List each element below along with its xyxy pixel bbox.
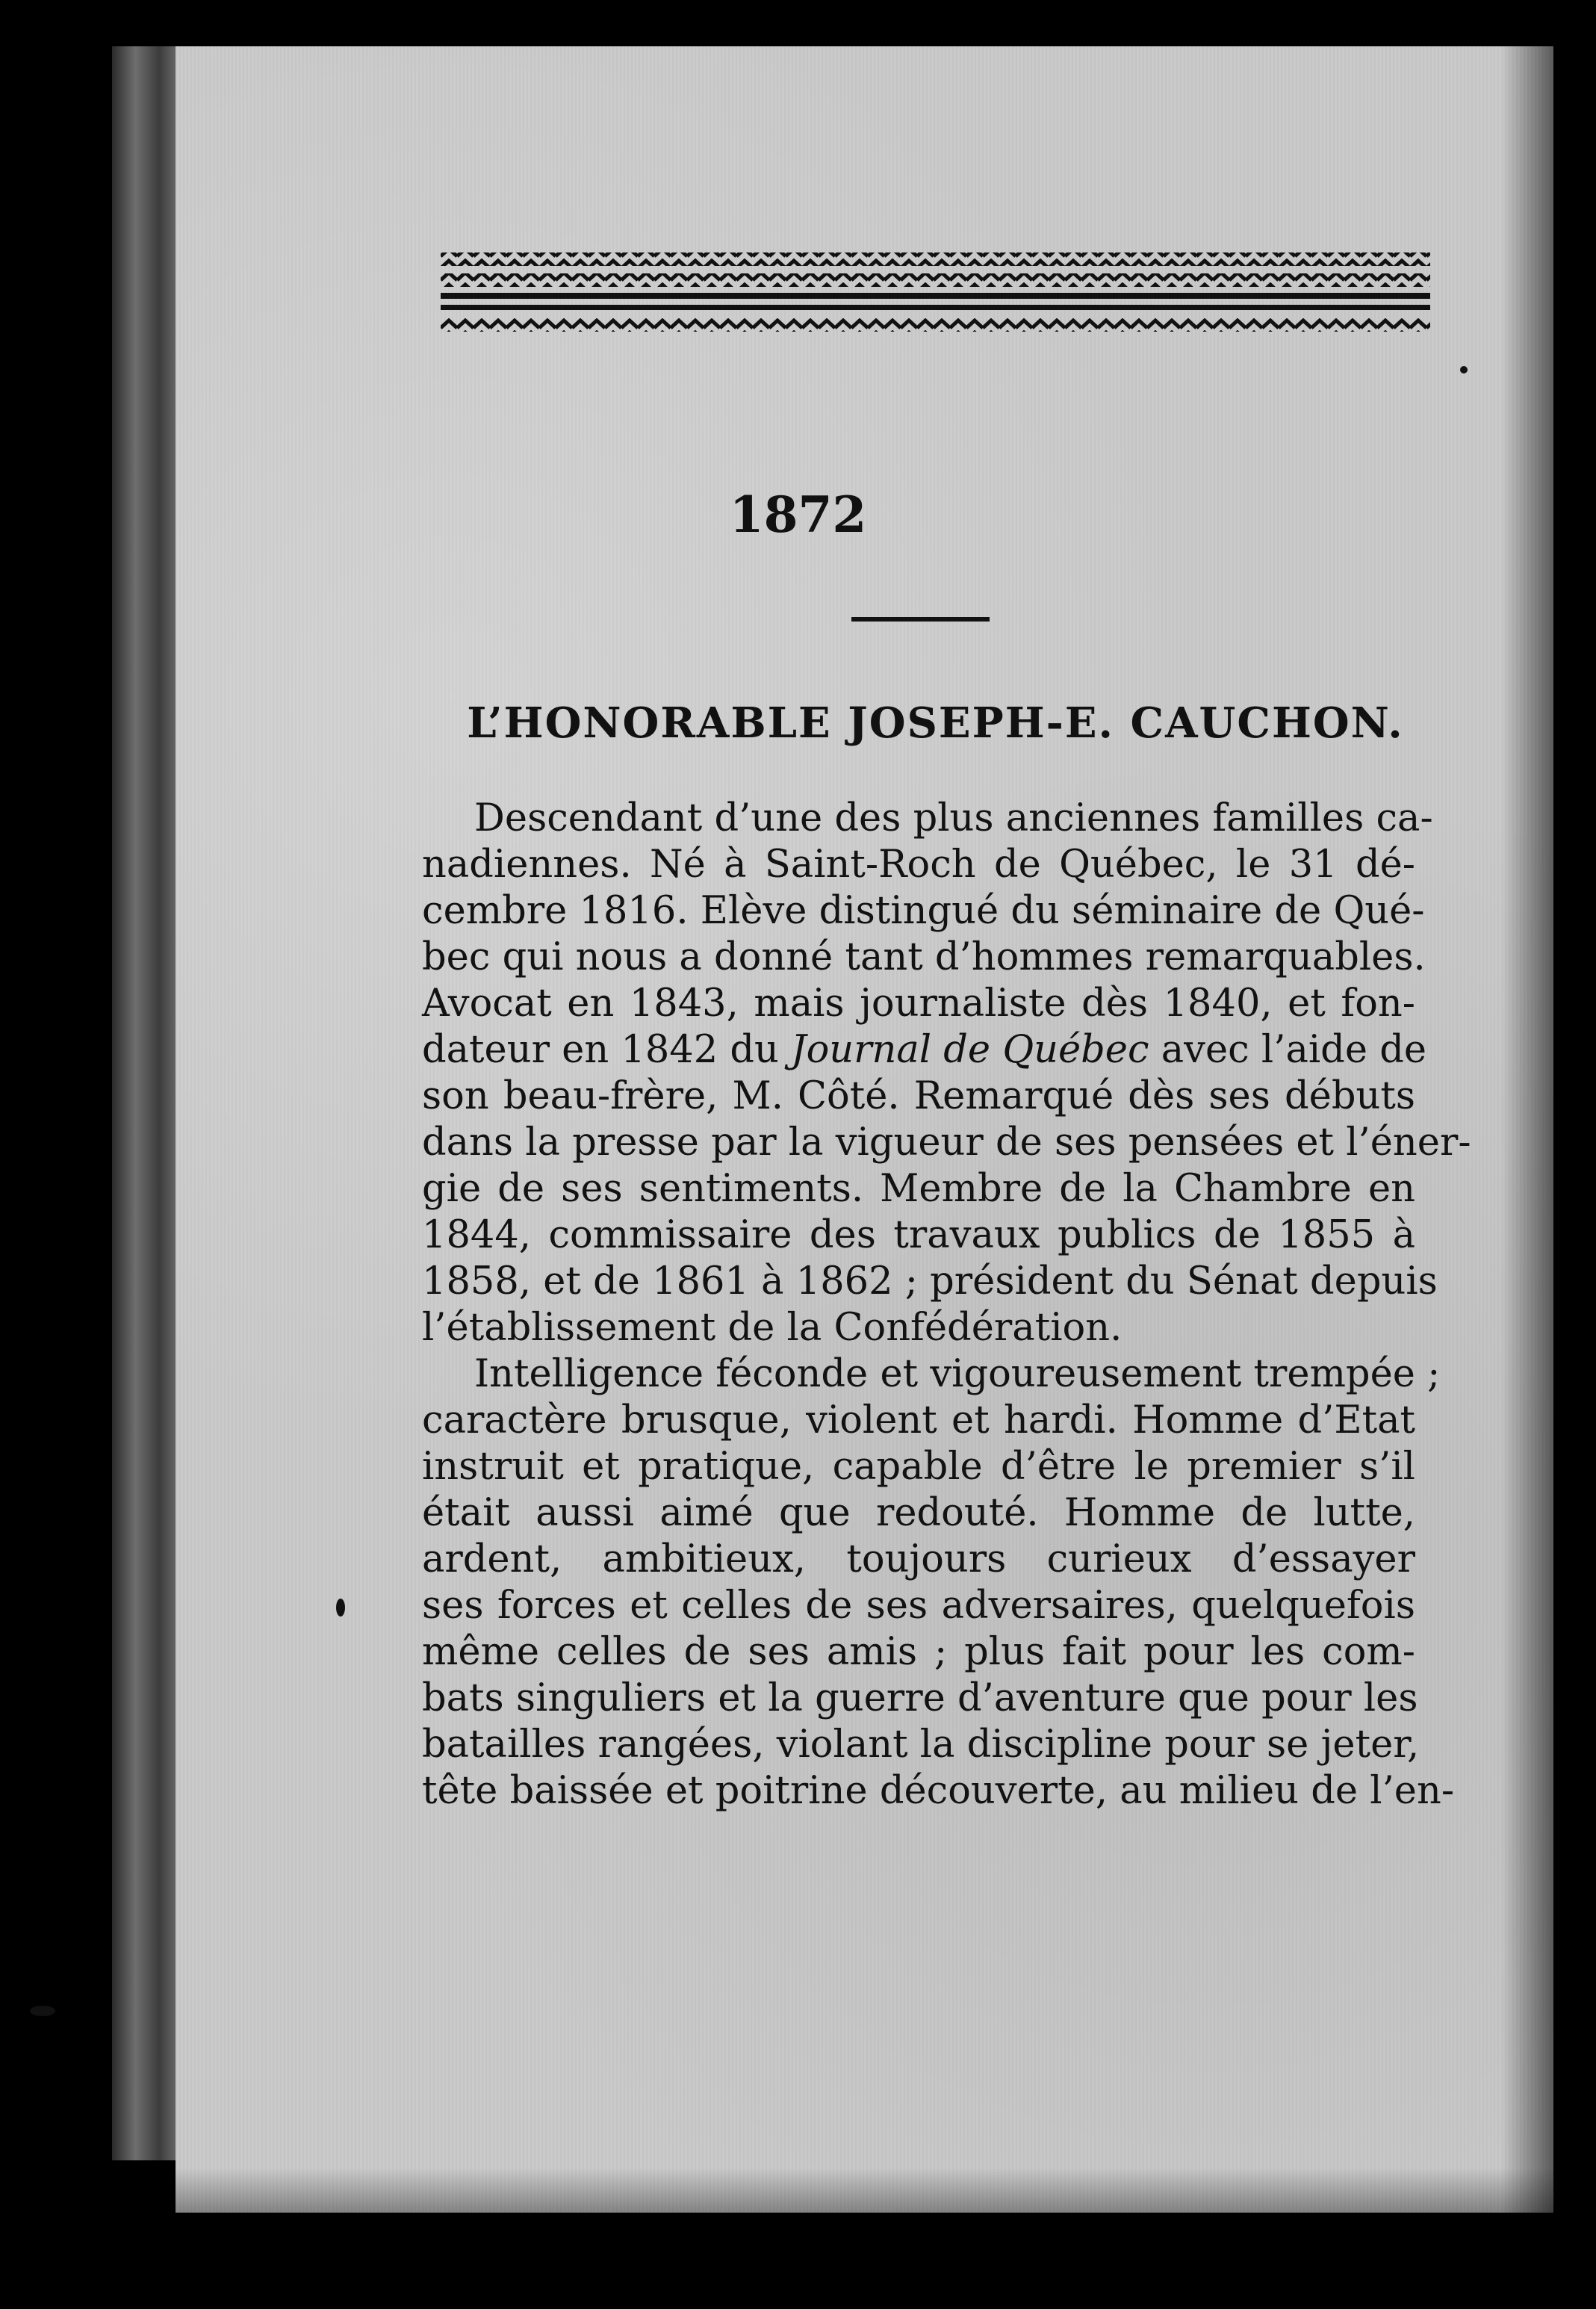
text-run: bec qui nous a donné tant d’hommes remarquables.	[422, 935, 1426, 979]
italic-text: Journal de Québec	[791, 1028, 1149, 1072]
text-run: ardent, ambitieux, toujours curieux d’essayer	[422, 1537, 1415, 1581]
text-line	[422, 1073, 1415, 1120]
ornament-bar-1	[441, 293, 1430, 299]
text-run: 1858, et de 1861 à 1862 ; président du Sénat depuis	[422, 1259, 1438, 1304]
decorative-border-ornament	[441, 247, 1430, 351]
ink-speck	[1460, 366, 1468, 374]
text-line	[422, 888, 1425, 935]
text-line	[422, 1537, 1415, 1583]
text-line	[422, 1305, 1415, 1351]
text-line	[422, 1027, 1427, 1073]
text-line	[422, 1351, 1441, 1398]
text-run: Descendant d’une des plus anciennes familles ca-	[474, 796, 1433, 840]
paragraph	[422, 796, 1471, 1351]
text-run: instruit et pratique, capable d’être le premier s’il	[422, 1445, 1415, 1489]
text-run: l’établissement de la Confédération.	[422, 1306, 1123, 1350]
text-run: gie de ses sentiments. Membre de la Chambre en	[422, 1167, 1415, 1211]
page-title: L’HONORABLE JOSEPH-E. CAUCHON.	[467, 698, 1404, 748]
text-run: dateur en 1842 du	[422, 1028, 792, 1072]
text-run: caractère brusque, violent et hardi. Homme d’Etat	[422, 1398, 1415, 1442]
text-run: même celles de ses amis ; plus fait pour les com-	[422, 1630, 1415, 1674]
text-run: bats singuliers et la guerre d’aventure que pour les	[422, 1676, 1418, 1720]
text-line	[422, 842, 1415, 888]
text-line	[422, 1444, 1415, 1490]
text-run: batailles rangées, violant la discipline pour se jeter,	[422, 1723, 1420, 1767]
text-line	[422, 981, 1415, 1027]
ink-speck	[336, 1599, 345, 1617]
text-line	[422, 1166, 1415, 1212]
text-line	[422, 1629, 1415, 1676]
text-line	[422, 1583, 1415, 1629]
text-line	[422, 1676, 1418, 1722]
body-text	[422, 796, 1471, 1814]
year-heading: 1872	[729, 486, 867, 544]
text-run: 1844, commissaire des travaux publics de 1855 à	[422, 1213, 1415, 1257]
paragraph	[422, 1351, 1455, 1814]
text-line	[422, 1120, 1471, 1166]
text-line	[422, 796, 1433, 842]
ornament-zigzag-upper	[441, 273, 1430, 287]
text-run: tête baissée et poitrine découverte, au milieu de l’en-	[422, 1769, 1455, 1813]
page-bottom-shadow	[176, 2168, 1553, 2213]
text-run: était aussi aimé que redouté. Homme de lutte,	[422, 1491, 1415, 1535]
text-run: Intelligence féconde et vigoureusement trempée ;	[474, 1352, 1441, 1396]
text-line	[422, 1722, 1420, 1768]
text-line	[422, 935, 1426, 981]
text-run: dans la presse par la vigueur de ses pensées et l’éner-	[422, 1121, 1471, 1165]
text-line	[422, 1259, 1438, 1305]
text-line	[422, 1490, 1415, 1537]
ornament-zigzag-top	[441, 252, 1430, 266]
page-right-shadow	[1501, 46, 1553, 2213]
ink-speck	[30, 2006, 55, 2016]
text-line	[422, 1212, 1415, 1259]
text-run: nadiennes. Né à Saint-Roch de Québec, le 31 dé-	[422, 843, 1415, 887]
text-run: cembre 1816. Elève distingué du séminaire de Qué-	[422, 889, 1425, 933]
text-run: avec l’aide de	[1149, 1028, 1427, 1072]
ornament-bar-2	[441, 305, 1430, 310]
text-line	[422, 1768, 1455, 1814]
text-run: son beau-frère, M. Côté. Remarqué dès ses débuts	[422, 1074, 1415, 1118]
ornament-zigzag-lower	[441, 318, 1430, 332]
short-divider-rule	[851, 617, 990, 622]
text-line	[422, 1398, 1415, 1444]
text-run: ses forces et celles de ses adversaires, quelquefois	[422, 1584, 1415, 1628]
text-run: Avocat en 1843, mais journaliste dès 1840, et fon-	[422, 982, 1415, 1026]
